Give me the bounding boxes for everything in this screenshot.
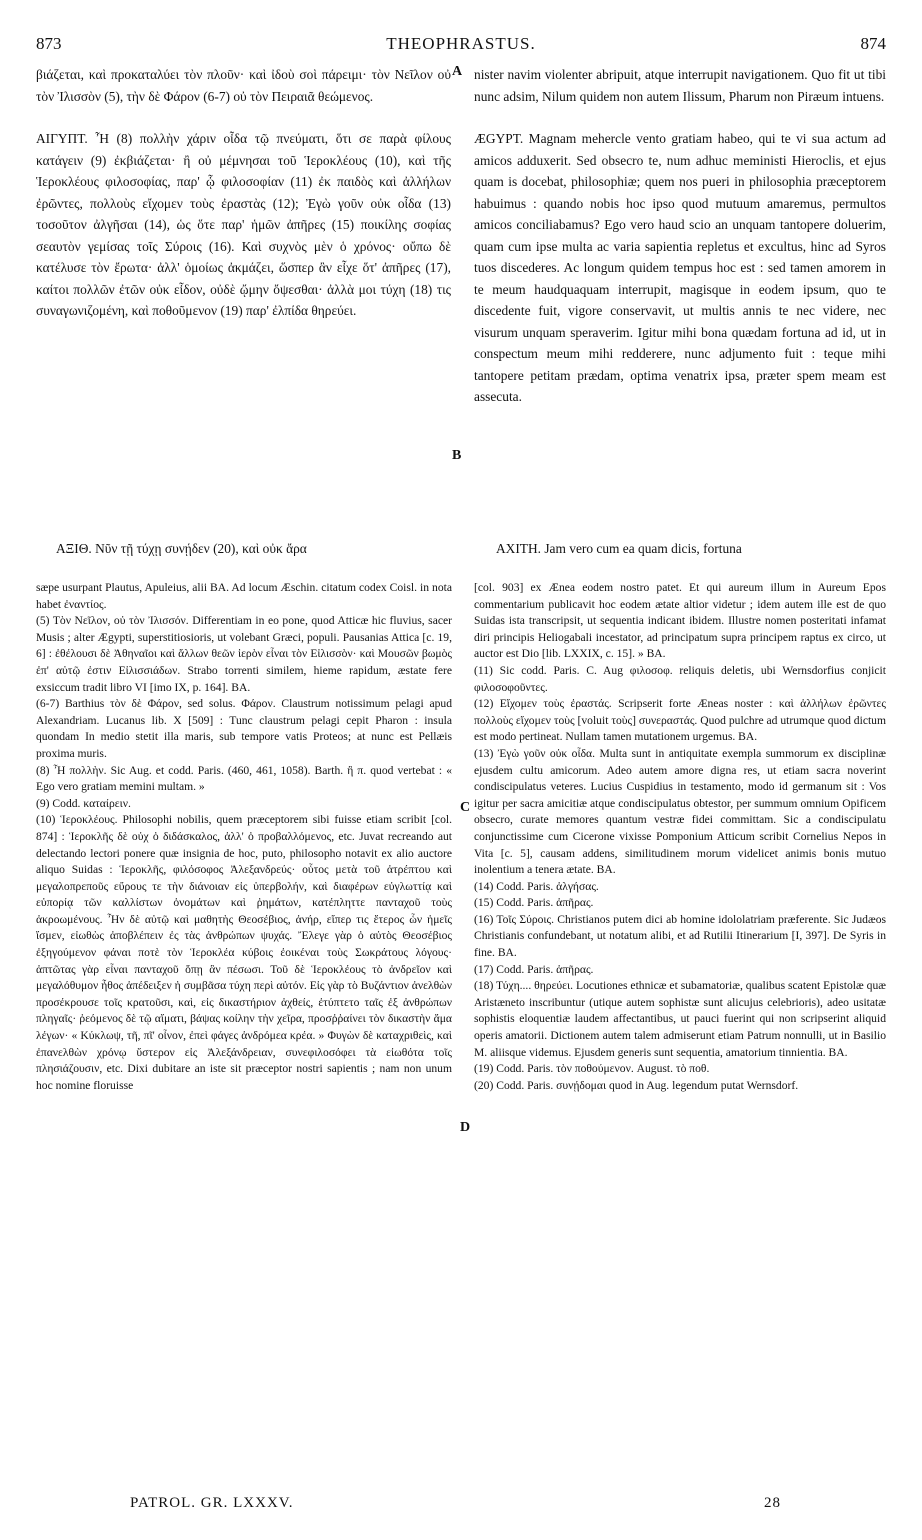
footnote: (17) Codd. Paris. ἀπῆρας. — [474, 962, 594, 976]
footnote: (9) Codd. καταίρειν. — [36, 796, 131, 810]
footnote: (6-7) Barthius τὸν δὲ Φάρον, sed solus. Φάρον. Claustrum notissimum pelagi apud Alexandriam. Lucanus lib. X [509] : Tunc claustrum pelagi cepit Pharon : insula quondam In medio stetit illa maris, sub tempore vatis Proteos; at nunc est Pellæis proxima muris. — [36, 697, 452, 760]
footnote: (15) Codd. Paris. ἀπῆρας. — [474, 896, 594, 910]
latin-paragraph: ÆGYPT. Magnam mehercle vento gratiam habeo, qui te vi sua actum ad amicos adduxerit. Sed obsecro te, num adhuc meministi Hieroclis, et ejus quam is docebat, philosophiæ; quem nos pueri in philosophia præceptorem habuimus : quando nobis hoc ipso quod mutuum amaremus, permultos amicos conciliabamus? Ego vero haud scio an unquam tantopere doluerim, quam cum ipse multa ac varia sapientia repletus et excultus, hinc ad Syros tuos discederes. Ac longum quidem tempus hoc est : sed tamen amorem in te meum haudquaquam interrupit, magisque in eodem ipsum, quo te discedente fuit, vigore conservavit, ut multis annis te nec videre, nec visurum unquam speraverim. Igitur mihi bona quædam fortuna ad id, ut in conspectum meum mihi redderere, nunc adjumento fuit : teque mihi tantopere petitam prædam, optima venatrix ipsa, præter spem meam est assecuta. — [474, 131, 886, 404]
footnote: [col. 903] ex Ænea eodem nostro patet. Et qui aureum illum in Aureum Epos commentarium publicavit hoc eodem ætate altior videtur ; idem autem ille est de quo Suidas ista transcripsit, ut sequentia indicant ibidem. Illustre nomen posteritati infamat diri principis Heliogabali incestator, ad principatum supra principem raptus ex circo, ut auctor est Dio [lib. LXXIX, c. 15]. » BA. — [474, 581, 886, 661]
axith-latin-line: AXITH. Jam vero cum ea quam dicis, fortuna — [496, 541, 742, 556]
footnote: (13) Ἐγὼ γοῦν οὐκ οἶδα. Multa sunt in antiquitate exempla summorum ex disciplinæ ejusdem cultu amicorum. Adeo autem amore digna res, ut etiam sacra noverint condiscipulatus veteres. Lucius Cuspidius in testamento, modo id germanum sit : Vos igitur per sacra amicitiæ atque condiscipulatus obtestor, per summum omnium Opificem obsecro, curate memores quantum vestræ fidei committam. Sic a condiscipulatu conjunctissime cum Cicerone vixisse Pomponium Atticum scribit Cornelius Nepos in Vita [c. 5], causam addens, similitudinem morum videlicet animis bonis mutuo inolentium a tenera ætate. BA. — [474, 746, 886, 877]
footnote: (11) Sic codd. Paris. C. Aug φιλοσοφ. reliquis deletis, ubi Wernsdorfius conjicit φιλοσοφοῦντες. — [474, 663, 886, 694]
footnote: (20) Codd. Paris. συνῄδομαι quod in Aug. legendum putat Wernsdorf. — [474, 1078, 799, 1092]
greek-paragraph: ΑΙΓΥΠΤ. Ἦ (8) πολλὴν χάριν οἶδα τῷ πνεύματι, ὅτι σε παρὰ φίλους κατάγειν (9) ἐκβιάζεται· ἢ οὐ μέμνησαι τοῦ Ἱεροκλέους (10), καὶ τῆς Ἱεροκλέους φιλοσοφίας, παρ' ᾧ φιλοσοφίαν (11) ἐκ παιδὸς καὶ ἀλλήλων ἐρῶντες, πολλοὺς εἴχομεν τοὺς ἐραστὰς (12); Ἐγὼ γοῦν οὐκ οἶδα (13) τοσοῦτον ἀλγῆσαι (14), ὡς ὅτε παρ' ἡμῶν ἀπῆρες (15) ποικίλης σοφίας σεαυτὸν γεμίσας τοῖς Σύροις (16). Καὶ συχνὸς μὲν ὁ χρόνος· οὔπω δὲ κατέλυσε τὸν ἔρωτα· ἀλλ' ὁμοίως ἀκμάζει, ὥσπερ ἂν εἶχε ὅτ' ἀπῆρες (17), καίτοι πολλῶν ἐτῶν οὐκ εἶδον, οὐδὲ ᾤμην ὄψεσθαι· ἀλλὰ μοι τύχη (18) τις συναγωνιζομένη, καὶ ποθοῦμενον (19) παρ' ἐλπίδα θηρεύει. — [36, 131, 451, 318]
latin-paragraph: nister navim violenter abripuit, atque interrupit navigationem. Quo fit ut tibi nunc adsim, Nilum quidem non autem Ilissum, Pharum non Piræum intuens. — [474, 67, 886, 104]
footnote: (18) Τύχη.... θηρεύει. Locutiones ethnicæ et subamatoriæ, qualibus scatent Epistolæ quæ Aristæneto inscribuntur (utique autem sophistæ sunt alicujus celebrioris), adeo usitatæ sophistis eloquentiæ laudem affectantibus, ut pauci fuerint qui non scripserint aliquid operis amatorii. Dictionem autem talem admiserunt etiam Patrum nonnulli, ut in Basilio M. aliisque videmus. Ejusdem generis sunt sequentia, amatorium tinnientia. BA. — [474, 979, 886, 1059]
margin-marker-d: D — [460, 1120, 471, 1135]
footer-signature: 28 — [764, 1495, 781, 1511]
margin-marker-b: B — [452, 448, 462, 463]
latin-text-column — [474, 64, 886, 408]
margin-marker-c: C — [460, 800, 471, 815]
footnote: (14) Codd. Paris. ἀλγήσας. — [474, 879, 599, 893]
footnote: (19) Codd. Paris. τὸν ποθούμενον. August. τὸ ποθ. — [474, 1062, 710, 1076]
footnote: (8) Ἦ πολλὴν. Sic Aug. et codd. Paris. (460, 461, 1058). Barth. ἢ π. quod vertebat : « Ego vero gratiam memini multam. » — [36, 763, 452, 794]
running-header — [36, 34, 886, 54]
notes-left-column — [36, 580, 452, 1480]
margin-marker-a: A — [452, 64, 463, 79]
greek-paragraph: βιάζεται, καὶ προκαταλύει τὸν πλοῦν· καὶ ἰδοὺ σοὶ πάρειμι· τὸν Νεῖλον οὐ τὸν Ἰλισσὸν (5), τὴν δὲ Φάρον (6-7) οὐ τὸν Πειραιᾶ θεώμενος. — [36, 67, 451, 104]
running-title: THEOPHRASTUS. — [386, 34, 536, 53]
footnote: (10) Ἱεροκλέους. Philosophi nobilis, quem præceptorem sibi fuisse etiam scribit [col. 874] : Ἱεροκλῆς δὲ οὐχ ὁ διδάσκαλος, ἀλλ' ὁ προβαλλόμενος, etc. Juvat recreando aut delectando lectori ponere quæ insignia de hoc, puto, philosopho notavit ex alio auctore aliquo Suidas : Ἱεροκλῆς, φιλόσοφος Ἀλεξανδρεύς· οὗτος μετὰ τοῦ ἀτρέπτου καὶ μεγαλοπρεποῦς εὔρους τε τὴν διάνοιαν εἰς ὑπερβολήν, καὶ διαφέρων εὐγλωττίᾳ καὶ εὐπορίᾳ τῶν καλλίστων ὀνομάτων καὶ ῥημάτων, κατέπληττε πανταχοῦ τοὺς ἀκροωμένους. Ἦν δὲ αὐτῷ καὶ μαθητὴς Θεοσέβιος, ἀνήρ, εἴπερ τις ἕτερος ὧν ἡμεῖς ἴσμεν, εἰωθὼς ἀποβλέπειν ἐς τὰς ἀνθρώπων ψυχάς. Ἔλεγε γὰρ ὁ αὐτὸς Θεοσέβιος ἐξηγούμενον φάναι ποτὲ τὸν Ἱεροκλέα κύβοις ἐοικέναι τοὺς Σωκράτους λόγους· ἀπτῶτας γὰρ εἶναι πανταχοῦ ὅπῃ ἂν πέσωσι. Τοῦ δὲ Ἱεροκλέους τὸ ἀνδρεῖον καὶ μεγαλόθυμον ἦθος ἀπέδειξεν ἡ συμβᾶσα τύχη περὶ αὐτόν. Εἰς γὰρ τὸ Βυζάντιον ἀνελθὼν προσέκρουσε τοῖς κρατοῦσι, καὶ, εἰς δικαστήριον ἀχθείς, ἐτύπτετο ταῖς ἐξ ἀνθρώπων πληγαῖς· ῥεόμενος δὲ τῷ αἵματι, βάψας κοίλην τὴν χεῖρα, προσῤῥαίνει τὸν δικαστὴν ἅμα λέγων· « Κύκλωψ, τῆ, πῖ' οἶνον, ἐπεὶ φάγες ἀνδρόμεα κρέα. » Φυγὼν δὲ καταχριθεὶς, καὶ ἐπανελθὼν χρόνῳ ὕστερον εἰς Ἀλεξάνδρειαν, συνεφιλοσόφει τὰ εἰωθότα τοῖς πλησιάζουσιν, etc. Dixi dubitare an iste sit præceptor nostri sapientis ; nam non unum hoc nomine floruisse — [36, 813, 452, 1092]
footnote: (16) Τοῖς Σύροις. Christianos putem dici ab homine idololatriam præferente. Sic Judæos Christianis confundebant, ut notatum alibi, et ad Rutilii Itinerarium [I, 397]. De Syris in fine. BA. — [474, 912, 886, 960]
footer-series: PATROL. GR. LXXXV. — [130, 1495, 294, 1511]
page-number-left: 873 — [36, 34, 62, 53]
page-number-right: 874 — [860, 34, 886, 53]
footnote: (5) Τὸν Νεῖλον, οὐ τὸν Ἰλισσόν. Differentiam in eo pone, quod Atticæ hic fluvius, sacer Musis ; alter Ægypti, superstitiosioris, ut volebant Græci, populi. Pausanias Attica [c. 19, 6] : ἐθέλουσι δὲ Ἀθηναῖοι καὶ ἄλλων θεῶν ἱερὸν εἶναι τὸν Εἰλισσὸν· καὶ Μουσῶν βωμὸς ἐπ' αὐτῷ ἐστιν Εἰλισσιάδων. Strabo torrenti similem, hieme rapidum, æstate fere exsiccum tradit libro VI [imo IX, p. 164]. BA. — [36, 614, 452, 694]
footnote: (12) Εἴχομεν τοὺς ἐραστάς. Scripserit forte Æneas noster : καὶ ἀλλήλων ἐρῶντες πολλοὺς εἴχομεν τοὺς [voluit τοὺς] συνεραστάς. Quod pulchre ad utrumque quod dictum est modo pertineat. Nullam tamen mutationem urgemus. BA. — [474, 697, 886, 744]
notes-right-column — [474, 580, 886, 1460]
footnote: sæpe usurpant Plautus, Apuleius, alii BA. Ad locum Æschin. citatum codex Coisl. in nota habet ἐναντίος. — [36, 581, 452, 611]
axith-greek-line: ΑΞΙΘ. Νῦν τῇ τύχῃ συνῄδεν (20), καὶ οὐκ ἄρα — [56, 541, 307, 556]
greek-text-column — [36, 64, 451, 322]
